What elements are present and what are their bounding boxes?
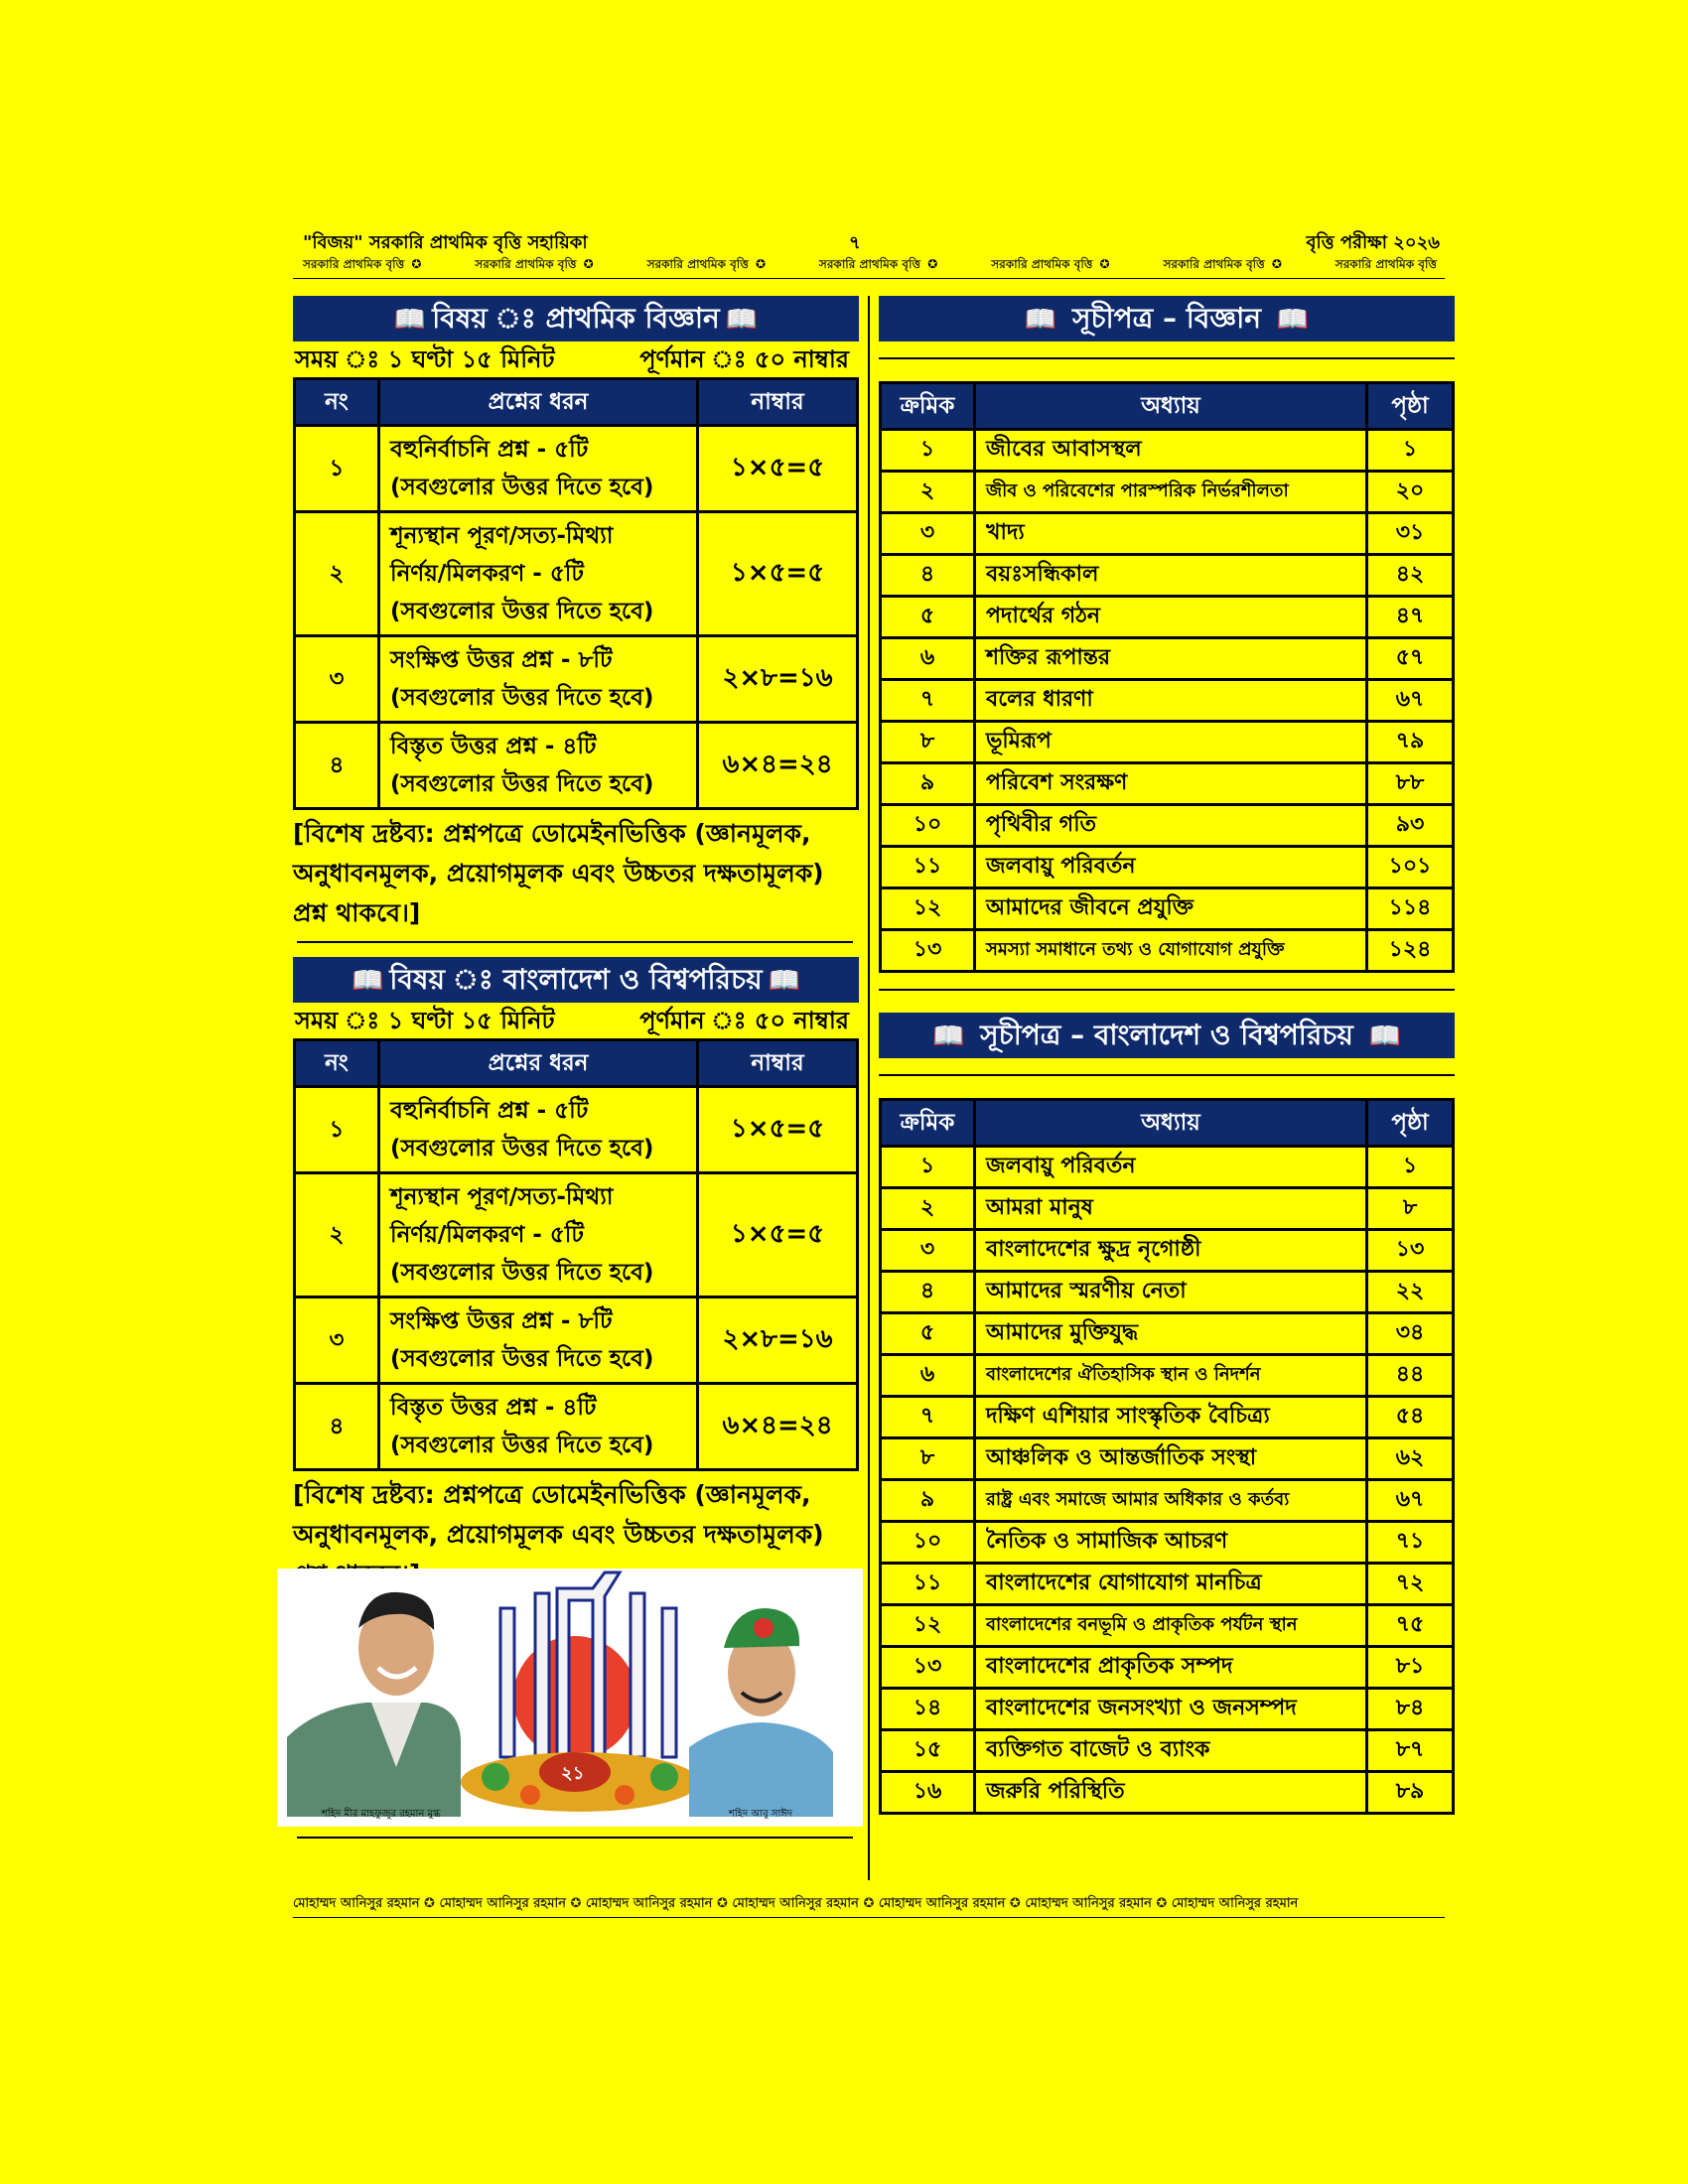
chapter-name: বাংলাদেশের বনভূমি ও প্রাকৃতিক পর্যটন স্থান — [975, 1605, 1367, 1647]
open-book-icon: 📖 — [393, 305, 427, 335]
chapter-name: পৃথিবীর গতি — [975, 805, 1367, 847]
table-row — [881, 1522, 1454, 1564]
chapter-serial: ১৪ — [881, 1689, 975, 1730]
chapter-serial: ১ — [881, 1147, 975, 1188]
question-type-line: বহুনির্বাচনি প্রশ্ন - ৫টি — [390, 1098, 589, 1124]
chapter-page: ৮৭ — [1367, 1730, 1454, 1772]
question-type-line: নির্ণয়/মিলকরণ - ৫টি — [390, 561, 584, 587]
question-marks: ১×৫=৫ — [698, 512, 858, 636]
divider — [297, 941, 853, 943]
col-header-serial: ক্রমিক — [881, 383, 975, 430]
right-column — [879, 296, 1455, 1815]
question-type — [379, 426, 698, 512]
strip-text: সরকারি প্রাথমিক বৃত্তি — [303, 257, 405, 271]
question-type — [379, 1297, 698, 1384]
question-marks: ৬×৪=২৪ — [698, 1384, 858, 1470]
star-badge-icon: ✪ — [1005, 1896, 1026, 1911]
col-header-type: প্রশ্নের ধরন — [379, 1040, 698, 1087]
chapter-serial: ৬ — [881, 1355, 975, 1397]
col-header-no: নং — [295, 379, 379, 426]
chapter-name: আমাদের জীবনে প্রযুক্তি — [975, 888, 1367, 930]
table-row — [881, 1147, 1454, 1188]
chapter-name: বাংলাদেশের ক্ষুদ্র নৃগোষ্ঠী — [975, 1230, 1367, 1272]
bgs-question-table — [293, 1038, 859, 1471]
open-book-icon: 📖 — [1276, 305, 1310, 335]
question-type-line: বিস্তৃত উত্তর প্রশ্ন - ৪টি — [390, 734, 597, 759]
question-marks: ১×৫=৫ — [698, 1173, 858, 1297]
chapter-page: ২২ — [1367, 1272, 1454, 1313]
bgs-meta — [293, 1003, 859, 1038]
chapter-page: ৬২ — [1367, 1438, 1454, 1480]
col-header-type: প্রশ্নের ধরন — [379, 379, 698, 426]
science-time: সময় ঃ ১ ঘণ্টা ১৫ মিনিট — [295, 345, 555, 373]
table-row — [295, 1087, 858, 1173]
chapter-name: জলবায়ু পরিবর্তন — [975, 847, 1367, 888]
header-strip — [293, 256, 1445, 279]
table-row — [881, 430, 1454, 472]
strip-item — [991, 256, 1112, 278]
star-badge-icon: ✪ — [1095, 257, 1110, 271]
chapter-page: ২০ — [1367, 472, 1454, 513]
shaheed-minar — [461, 1572, 699, 1812]
chapter-name: বয়ঃসন্ধিকাল — [975, 555, 1367, 597]
col-header-chapter: অধ্যায় — [975, 383, 1367, 430]
question-type-line: শূন্যস্থান পূরণ/সত্য-মিথ্যা — [390, 523, 614, 549]
table-row — [881, 722, 1454, 763]
chapter-serial: ৭ — [881, 1397, 975, 1438]
chapter-name: আঞ্চলিক ও আন্তর্জাতিক সংস্থা — [975, 1438, 1367, 1480]
footer-text: মোহাম্মদ আনিসুর রহমান — [878, 1896, 1006, 1911]
chapter-serial: ৪ — [881, 1272, 975, 1313]
chapter-serial: ১১ — [881, 847, 975, 888]
strip-item — [1163, 256, 1284, 278]
chapter-serial: ৭ — [881, 680, 975, 722]
chapter-page: ৬৭ — [1367, 680, 1454, 722]
science-toc-title: সূচীপত্র – বিজ্ঞান — [1072, 302, 1261, 335]
strip-item — [647, 256, 769, 278]
chapter-serial: ১২ — [881, 1605, 975, 1647]
chapter-serial: ১৩ — [881, 930, 975, 972]
chapter-page: ৪২ — [1367, 555, 1454, 597]
table-row — [881, 1188, 1454, 1230]
strip-item — [1336, 256, 1437, 278]
chapter-name: বলের ধারণা — [975, 680, 1367, 722]
bgs-time: সময় ঃ ১ ঘণ্টা ১৫ মিনিট — [295, 1007, 555, 1034]
question-marks: ২×৮=১৬ — [698, 1297, 858, 1384]
chapter-page: ১ — [1367, 1147, 1454, 1188]
chapter-page: ১০১ — [1367, 847, 1454, 888]
star-badge-icon: ✪ — [1151, 1896, 1172, 1911]
strip-text: সরকারি প্রাথমিক বৃত্তি — [646, 257, 749, 271]
chapter-page: ৭৯ — [1367, 722, 1454, 763]
strip-item — [475, 256, 596, 278]
divider — [297, 1837, 853, 1839]
table-row — [881, 1480, 1454, 1522]
question-no: ৪ — [295, 1384, 379, 1470]
bgs-full-marks: পূর্ণমান ঃ ৫০ নাম্বার — [639, 1007, 849, 1034]
divider — [879, 357, 1455, 359]
table-row — [881, 1605, 1454, 1647]
table-row — [881, 472, 1454, 513]
bgs-title-banner — [293, 957, 859, 1003]
star-badge-icon: ✪ — [858, 1896, 879, 1911]
question-type-line: সংক্ষিপ্ত উত্তর প্রশ্ন - ৮টি — [390, 647, 613, 673]
question-no: ৩ — [295, 636, 379, 723]
chapter-page: ১১৪ — [1367, 888, 1454, 930]
caption-left: শহিদ মীর মাহফুজুর রহমান মুগ্ধ — [322, 1809, 441, 1820]
monument-label: ২১ — [561, 1763, 585, 1784]
question-type-line: (সবগুলোর উত্তর দিতে হবে) — [390, 1136, 654, 1161]
chapter-serial: ৮ — [881, 722, 975, 763]
col-header-marks: নাম্বার — [698, 379, 858, 426]
footer-text: মোহাম্মদ আনিসুর রহমান — [1025, 1896, 1152, 1911]
column-divider — [868, 296, 870, 1880]
table-row — [881, 1438, 1454, 1480]
chapter-serial: ১০ — [881, 1522, 975, 1564]
chapter-name: বাংলাদেশের যোগাযোগ মানচিত্র — [975, 1564, 1367, 1605]
chapter-page: ৭৫ — [1367, 1605, 1454, 1647]
chapter-name: পরিবেশ সংরক্ষণ — [975, 763, 1367, 805]
question-type — [379, 723, 698, 809]
chapter-page: ৬৭ — [1367, 1480, 1454, 1522]
chapter-serial: ৬ — [881, 638, 975, 680]
chapter-serial: ১২ — [881, 888, 975, 930]
bgs-title: বিষয় ঃ বাংলাদেশ ও বিশ্বপরিচয় — [389, 963, 763, 996]
question-no: ১ — [295, 1087, 379, 1173]
star-badge-icon: ✪ — [751, 257, 767, 271]
table-row — [881, 1313, 1454, 1355]
chapter-name: আমাদের মুক্তিযুদ্ধ — [975, 1313, 1367, 1355]
table-row — [881, 805, 1454, 847]
star-badge-icon: ✪ — [712, 1896, 733, 1911]
col-header-page: পৃষ্ঠা — [1367, 383, 1454, 430]
col-header-page: পৃষ্ঠা — [1367, 1100, 1454, 1147]
science-note: [বিশেষ দ্রষ্টব্য: প্রশ্নপত্রে ডোমেইনভিত্তিক (জ্ঞানমূলক, অনুধাবনমূলক, প্রয়োগমূলক এবং উচ্চতর দক্ষতামূলক) প্রশ্ন থাকবে।] — [293, 819, 824, 927]
chapter-name: দক্ষিণ এশিয়ার সাংস্কৃতিক বৈচিত্র্য — [975, 1397, 1367, 1438]
page-footer — [293, 1894, 1445, 1918]
chapter-page: ৮ — [1367, 1188, 1454, 1230]
illustration-graphic — [277, 1569, 863, 1827]
table-row — [881, 1355, 1454, 1397]
chapter-page: ১৩ — [1367, 1230, 1454, 1272]
chapter-serial: ৩ — [881, 1230, 975, 1272]
caption-right: শহিদ আবু সাঈদ — [729, 1809, 793, 1820]
footer-text: মোহাম্মদ আনিসুর রহমান — [1171, 1896, 1299, 1911]
open-book-icon: 📖 — [725, 305, 759, 335]
chapter-name: জরুরি পরিস্থিতি — [975, 1772, 1367, 1814]
page-header — [293, 226, 1445, 256]
chapter-page: ৮১ — [1367, 1647, 1454, 1689]
strip-text: সরকারি প্রাথমিক বৃত্তি — [1163, 257, 1265, 271]
footer-text: মোহাম্মদ আনিসুর রহমান — [293, 1896, 420, 1911]
left-column — [293, 296, 859, 1594]
question-no: ২ — [295, 512, 379, 636]
science-title-banner — [293, 296, 859, 341]
question-type-line: নির্ণয়/মিলকরণ - ৫টি — [390, 1222, 584, 1248]
chapter-page: ৪৭ — [1367, 597, 1454, 638]
table-row — [881, 680, 1454, 722]
chapter-name: খাদ্য — [975, 513, 1367, 555]
question-type — [379, 1087, 698, 1173]
table-row — [881, 847, 1454, 888]
question-type — [379, 1173, 698, 1297]
chapter-page: ৫৪ — [1367, 1397, 1454, 1438]
table-row — [881, 1772, 1454, 1814]
question-marks: ২×৮=১৬ — [698, 636, 858, 723]
col-header-serial: ক্রমিক — [881, 1100, 975, 1147]
martyrs-illustration — [277, 1569, 863, 1827]
table-row — [295, 512, 858, 636]
chapter-name: বাংলাদেশের জনসংখ্যা ও জনসম্পদ — [975, 1689, 1367, 1730]
chapter-page: ১২৪ — [1367, 930, 1454, 972]
table-row — [881, 888, 1454, 930]
chapter-name: ভূমিরূপ — [975, 722, 1367, 763]
chapter-page: ৮৮ — [1367, 763, 1454, 805]
question-type-line: (সবগুলোর উত্তর দিতে হবে) — [390, 1260, 654, 1286]
question-type-line: (সবগুলোর উত্তর দিতে হবে) — [390, 475, 654, 500]
chapter-serial: ৩ — [881, 513, 975, 555]
question-type-line: সংক্ষিপ্ত উত্তর প্রশ্ন - ৮টি — [390, 1308, 613, 1334]
portrait-left — [287, 1592, 461, 1820]
strip-item — [819, 256, 940, 278]
chapter-name: জীবের আবাসস্থল — [975, 430, 1367, 472]
chapter-name: আমরা মানুষ — [975, 1188, 1367, 1230]
chapter-name: রাষ্ট্র এবং সমাজে আমার অধিকার ও কর্তব্য — [975, 1480, 1367, 1522]
table-row — [295, 1384, 858, 1470]
question-type-line: (সবগুলোর উত্তর দিতে হবে) — [390, 599, 654, 624]
open-book-icon: 📖 — [352, 966, 384, 996]
table-row — [881, 513, 1454, 555]
chapter-page: ৩১ — [1367, 513, 1454, 555]
question-type-line: (সবগুলোর উত্তর দিতে হবে) — [390, 1346, 654, 1372]
chapter-serial: ১০ — [881, 805, 975, 847]
table-row — [881, 763, 1454, 805]
table-row — [295, 1173, 858, 1297]
table-row — [295, 723, 858, 809]
footer-text: মোহাম্মদ আনিসুর রহমান — [439, 1896, 566, 1911]
star-badge-icon: ✪ — [565, 1896, 586, 1911]
chapter-page: ৯৩ — [1367, 805, 1454, 847]
bgs-toc-table — [879, 1098, 1455, 1815]
chapter-serial: ৯ — [881, 1480, 975, 1522]
science-title: বিষয় ঃ প্রাথমিক বিজ্ঞান — [432, 302, 720, 335]
bgs-note: [বিশেষ দ্রষ্টব্য: প্রশ্নপত্রে ডোমেইনভিত্তিক (জ্ঞানমূলক, অনুধাবনমূলক, প্রয়োগমূলক এবং উচ্চতর দক্ষতামূলক) — [293, 1480, 824, 1549]
chapter-page: ৪৪ — [1367, 1355, 1454, 1397]
page-number: ৭ — [849, 232, 861, 253]
chapter-page: ১ — [1367, 430, 1454, 472]
divider — [879, 989, 1455, 991]
chapter-serial: ৫ — [881, 1313, 975, 1355]
science-full-marks: পূর্ণমান ঃ ৫০ নাম্বার — [639, 345, 849, 373]
footer-text: মোহাম্মদ আনিসুর রহমান — [732, 1896, 859, 1911]
table-row — [881, 1397, 1454, 1438]
star-badge-icon: ✪ — [407, 257, 422, 271]
open-book-icon: 📖 — [768, 966, 800, 996]
question-no: ৩ — [295, 1297, 379, 1384]
open-book-icon: 📖 — [932, 1022, 965, 1051]
page — [293, 226, 1445, 1911]
table-row — [881, 555, 1454, 597]
chapter-serial: ১১ — [881, 1564, 975, 1605]
question-type-line: বিস্তৃত উত্তর প্রশ্ন - ৪টি — [390, 1395, 597, 1421]
question-type-line: বহুনির্বাচনি প্রশ্ন - ৫টি — [390, 437, 589, 463]
chapter-serial: ৫ — [881, 597, 975, 638]
question-marks: ১×৫=৫ — [698, 1087, 858, 1173]
question-no: ৪ — [295, 723, 379, 809]
bgs-toc-title: সূচীপত্র – বাংলাদেশ ও বিশ্বপরিচয় — [980, 1019, 1353, 1051]
strip-item — [303, 256, 424, 278]
star-badge-icon: ✪ — [419, 1896, 440, 1911]
chapter-name: আমাদের স্মরণীয় নেতা — [975, 1272, 1367, 1313]
table-row — [881, 1230, 1454, 1272]
col-header-marks: নাম্বার — [698, 1040, 858, 1087]
strip-text: সরকারি প্রাথমিক বৃত্তি — [991, 257, 1093, 271]
col-header-no: নং — [295, 1040, 379, 1087]
table-row — [881, 597, 1454, 638]
table-row — [881, 1647, 1454, 1689]
chapter-name: নৈতিক ও সামাজিক আচরণ — [975, 1522, 1367, 1564]
chapter-serial: ২ — [881, 472, 975, 513]
chapter-name: সমস্যা সমাধানে তথ্য ও যোগাযোগ প্রযুক্তি — [975, 930, 1367, 972]
star-badge-icon: ✪ — [923, 257, 938, 271]
table-row — [881, 1730, 1454, 1772]
chapter-page: ৩৪ — [1367, 1313, 1454, 1355]
question-type — [379, 636, 698, 723]
exam-title: বৃত্তি পরীক্ষা ২০২৬ — [1306, 232, 1440, 253]
strip-text: সরকারি প্রাথমিক বৃত্তি — [1335, 257, 1437, 271]
chapter-serial: ২ — [881, 1188, 975, 1230]
chapter-serial: ১৩ — [881, 1647, 975, 1689]
table-row — [881, 1564, 1454, 1605]
table-row — [881, 930, 1454, 972]
star-badge-icon: ✪ — [579, 257, 594, 271]
question-marks: ৬×৪=২৪ — [698, 723, 858, 809]
strip-text: সরকারি প্রাথমিক বৃত্তি — [475, 257, 577, 271]
divider — [879, 1074, 1455, 1076]
question-type-line: (সবগুলোর উত্তর দিতে হবে) — [390, 771, 654, 797]
chapter-serial: ৪ — [881, 555, 975, 597]
science-meta — [293, 341, 859, 377]
chapter-name: ব্যক্তিগত বাজেট ও ব্যাংক — [975, 1730, 1367, 1772]
table-row — [881, 1272, 1454, 1313]
chapter-name: জীব ও পরিবেশের পারস্পরিক নির্ভরশীলতা — [975, 472, 1367, 513]
chapter-page: ৫৭ — [1367, 638, 1454, 680]
open-book-icon: 📖 — [1368, 1022, 1401, 1051]
question-no: ২ — [295, 1173, 379, 1297]
col-header-chapter: অধ্যায় — [975, 1100, 1367, 1147]
bgs-toc-banner — [879, 1013, 1455, 1058]
question-type-line: (সবগুলোর উত্তর দিতে হবে) — [390, 1433, 654, 1458]
strip-text: সরকারি প্রাথমিক বৃত্তি — [818, 257, 921, 271]
table-row — [295, 426, 858, 512]
question-type — [379, 1384, 698, 1470]
science-toc-banner — [879, 296, 1455, 341]
open-book-icon: 📖 — [1024, 305, 1057, 335]
chapter-name: জলবায়ু পরিবর্তন — [975, 1147, 1367, 1188]
question-type — [379, 512, 698, 636]
footer-text: মোহাম্মদ আনিসুর রহমান — [585, 1896, 713, 1911]
science-toc-table — [879, 381, 1455, 973]
chapter-serial: ১ — [881, 430, 975, 472]
portrait-right — [689, 1608, 833, 1820]
chapter-serial: ৯ — [881, 763, 975, 805]
chapter-name: বাংলাদেশের প্রাকৃতিক সম্পদ — [975, 1647, 1367, 1689]
chapter-serial: ৮ — [881, 1438, 975, 1480]
question-marks: ১×৫=৫ — [698, 426, 858, 512]
book-title: "বিজয়" সরকারি প্রাথমিক বৃত্তি সহায়িকা — [303, 232, 588, 253]
chapter-serial: ১৬ — [881, 1772, 975, 1814]
chapter-name: বাংলাদেশের ঐতিহাসিক স্থান ও নিদর্শন — [975, 1355, 1367, 1397]
chapter-page: ৭১ — [1367, 1522, 1454, 1564]
question-type-line: (সবগুলোর উত্তর দিতে হবে) — [390, 685, 654, 711]
chapter-name: শক্তির রূপান্তর — [975, 638, 1367, 680]
chapter-name: পদার্থের গঠন — [975, 597, 1367, 638]
table-row — [295, 1297, 858, 1384]
chapter-page: ৮৪ — [1367, 1689, 1454, 1730]
table-row — [295, 636, 858, 723]
table-row — [881, 1689, 1454, 1730]
chapter-serial: ১৫ — [881, 1730, 975, 1772]
star-badge-icon: ✪ — [1267, 257, 1282, 271]
table-row — [881, 638, 1454, 680]
chapter-page: ৭২ — [1367, 1564, 1454, 1605]
science-question-table — [293, 377, 859, 810]
question-type-line: শূন্যস্থান পূরণ/সত্য-মিথ্যা — [390, 1184, 614, 1210]
chapter-page: ৮৯ — [1367, 1772, 1454, 1814]
question-no: ১ — [295, 426, 379, 512]
